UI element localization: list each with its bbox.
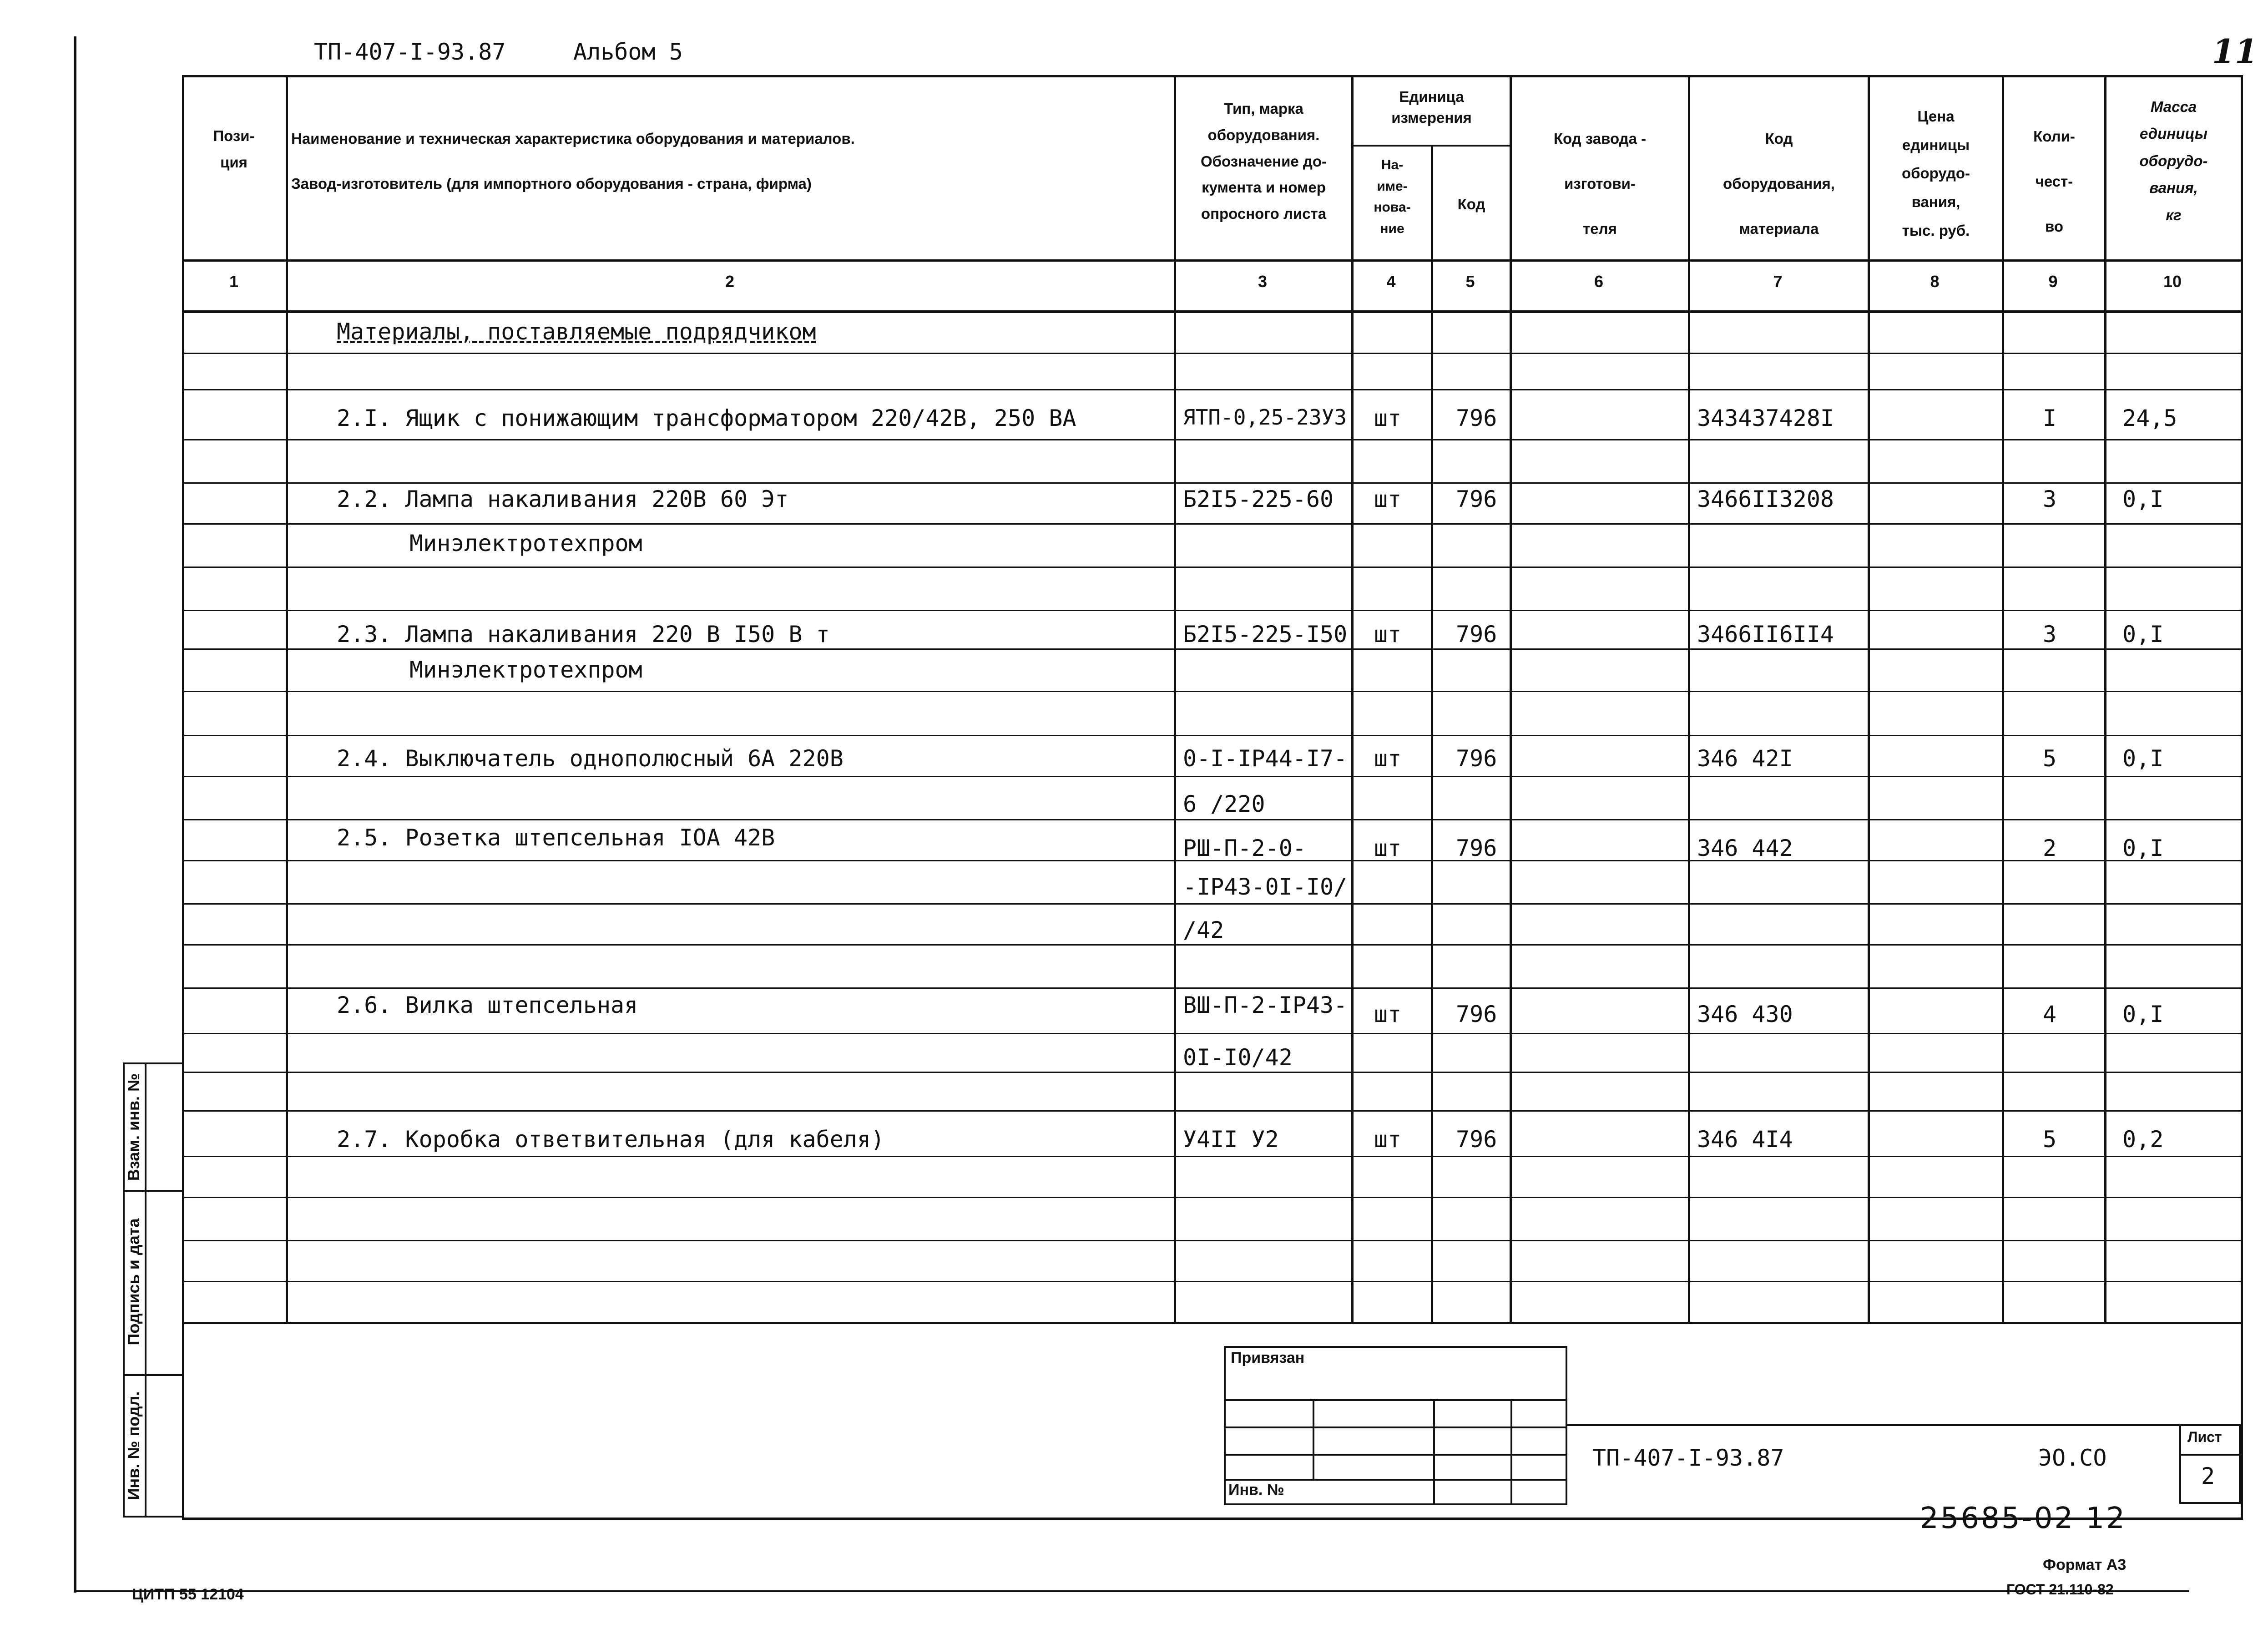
colnum-10: 10 bbox=[2163, 272, 2182, 291]
colnum-4: 4 bbox=[1386, 272, 1396, 291]
row-2-5-type3: /42 bbox=[1183, 917, 1224, 943]
handwritten-number: 25685-02 12 bbox=[1920, 1502, 2127, 1535]
row-line-12 bbox=[182, 819, 2243, 820]
row-2-4-type: 0-I-IP44-I7- bbox=[1183, 745, 1348, 772]
row-2-7-qty: 5 bbox=[2043, 1126, 2057, 1153]
row-line-18 bbox=[182, 1072, 2243, 1073]
unit-group-header: Единица измерения bbox=[1391, 88, 1472, 126]
row-2-2-qty: 3 bbox=[2043, 486, 2057, 512]
row-2-6-unit: шт bbox=[1374, 1001, 1402, 1027]
row-2-5-mass: 0,I bbox=[2122, 835, 2164, 861]
col-divider-1 bbox=[286, 75, 288, 1322]
row-2-2-unit: шт bbox=[1374, 486, 1402, 512]
row-2-7-unit-code: 796 bbox=[1456, 1126, 1497, 1153]
section-title: Материалы, поставляемые подрядчиком bbox=[337, 319, 816, 345]
row-line-11 bbox=[182, 776, 2243, 777]
body-bottom-line bbox=[182, 1322, 2243, 1324]
row-2-7-code: 346 4I4 bbox=[1697, 1126, 1793, 1153]
row-2-1-type: ЯТП-0,25-23УЗ bbox=[1183, 405, 1347, 430]
row-line-23 bbox=[182, 1281, 2243, 1282]
col9-header: Коли- чест- во bbox=[2033, 128, 2075, 235]
row-line-2 bbox=[182, 389, 2243, 390]
citp-label: ЦИТП 55 12104 bbox=[132, 1586, 244, 1603]
row-2-4-unit: шт bbox=[1374, 745, 1402, 772]
row-2-2-type: Б2I5-225-60 bbox=[1183, 486, 1334, 512]
side-stamp-inv-podl: Инв. № подл. bbox=[124, 1391, 143, 1500]
list-label: Лист bbox=[2187, 1429, 2222, 1445]
stamp-section: ЭО.СО bbox=[2038, 1445, 2107, 1471]
row-2-1-code: 343437428I bbox=[1697, 405, 1834, 431]
col-divider-6 bbox=[1688, 75, 1690, 1322]
row-2-3-name: 2.3. Лампа накаливания 220 В I50 В т bbox=[337, 621, 830, 648]
row-2-4-mass: 0,I bbox=[2122, 745, 2164, 772]
col1-header: Пози- ция bbox=[213, 127, 255, 171]
colnum-2: 2 bbox=[725, 272, 735, 291]
col-divider-2 bbox=[1174, 75, 1176, 1322]
album-label: Альбом 5 bbox=[573, 39, 683, 65]
row-2-3-type: Б2I5-225-I50 bbox=[1183, 621, 1348, 648]
colnum-6: 6 bbox=[1594, 272, 1604, 291]
col4-header: На- име- нова- ние bbox=[1374, 157, 1411, 236]
row-2-7-name: 2.7. Коробка ответвительная (для кабеля) bbox=[337, 1126, 885, 1153]
title-block-top-line bbox=[1567, 1424, 2179, 1426]
colnum-bottom-line bbox=[182, 310, 2243, 313]
format-label: Формат А3 bbox=[2043, 1556, 2127, 1573]
row-2-1-qty: I bbox=[2043, 405, 2057, 431]
row-2-5-type2: -IP43-0I-I0/ bbox=[1183, 874, 1348, 900]
list-number: 2 bbox=[2201, 1463, 2215, 1489]
col-divider-7 bbox=[1868, 75, 1870, 1322]
col-divider-4 bbox=[1431, 146, 1433, 1322]
row-2-3-qty: 3 bbox=[2043, 621, 2057, 648]
row-2-3-unit-code: 796 bbox=[1456, 621, 1497, 648]
stamp-doc-code: ТП-407-I-93.87 bbox=[1592, 1445, 1784, 1471]
row-2-1-unit: шт bbox=[1374, 405, 1402, 431]
unit-group-divider bbox=[1351, 145, 1510, 147]
row-2-4-code: 346 42I bbox=[1697, 745, 1793, 772]
row-2-2-name: 2.2. Лампа накаливания 220В 60 Эт bbox=[337, 486, 789, 512]
colnum-1: 1 bbox=[229, 272, 239, 291]
col10-header: Масса единицы оборудо- вания, кг bbox=[2139, 98, 2208, 223]
row-2-4-unit-code: 796 bbox=[1456, 745, 1497, 772]
row-2-1-name: 2.I. Ящик с понижающим трансформатором 220/42В, 250 ВА bbox=[337, 405, 1076, 431]
row-line-3 bbox=[182, 439, 2243, 440]
col-divider-8 bbox=[2002, 75, 2004, 1322]
doc-code-header: ТП-407-I-93.87 bbox=[314, 39, 506, 65]
col-divider-9 bbox=[2104, 75, 2106, 1322]
colnum-8: 8 bbox=[1930, 272, 1940, 291]
binding-margin-line bbox=[74, 36, 76, 1593]
bottom-binding-line bbox=[74, 1590, 2189, 1592]
row-2-4-qty: 5 bbox=[2043, 745, 2057, 772]
row-2-3-name2: Минэлектротехпром bbox=[409, 657, 642, 683]
row-2-6-qty: 4 bbox=[2043, 1001, 2057, 1027]
row-2-1-unit-code: 796 bbox=[1456, 405, 1497, 431]
row-2-4-type2: 6 /220 bbox=[1183, 791, 1265, 817]
row-2-1-mass: 24,5 bbox=[2122, 405, 2177, 431]
row-2-6-type2: 0I-I0/42 bbox=[1183, 1044, 1293, 1071]
row-2-6-code: 346 430 bbox=[1697, 1001, 1793, 1027]
row-2-6-type: ВШ-П-2-IP43- bbox=[1183, 992, 1348, 1018]
row-line-9 bbox=[182, 691, 2243, 692]
row-2-3-code: 3466II6II4 bbox=[1697, 621, 1834, 648]
col8-header: Цена единицы оборудо- вания, тыс. руб. bbox=[1901, 108, 1970, 239]
row-2-5-code: 346 442 bbox=[1697, 835, 1793, 861]
colnum-7: 7 bbox=[1773, 272, 1783, 291]
row-2-2-unit-code: 796 bbox=[1456, 486, 1497, 512]
row-2-6-unit-code: 796 bbox=[1456, 1001, 1497, 1027]
row-line-16 bbox=[182, 987, 2243, 989]
row-2-5-unit: шт bbox=[1374, 835, 1402, 861]
row-2-2-code: 3466II3208 bbox=[1697, 486, 1834, 512]
header-bottom-line bbox=[182, 259, 2243, 262]
colnum-3: 3 bbox=[1258, 272, 1268, 291]
side-stamp-vzam: Взам. инв. № bbox=[124, 1073, 143, 1181]
row-line-5 bbox=[182, 523, 2243, 525]
row-2-3-unit: шт bbox=[1374, 621, 1402, 648]
row-line-10 bbox=[182, 735, 2243, 736]
gost-label: ГОСТ 21.110-82 bbox=[2006, 1581, 2114, 1598]
col-divider-3 bbox=[1351, 75, 1354, 1322]
privyazan-vline-3 bbox=[1510, 1399, 1512, 1505]
row-2-5-qty: 2 bbox=[2043, 835, 2057, 861]
row-line-19 bbox=[182, 1110, 2243, 1112]
inv-no-label: Инв. № bbox=[1228, 1481, 1284, 1498]
row-line-17 bbox=[182, 1033, 2243, 1034]
row-2-6-name: 2.6. Вилка штепсельная bbox=[337, 992, 638, 1018]
row-2-2-name2: Минэлектротехпром bbox=[409, 530, 642, 556]
row-line-14 bbox=[182, 903, 2243, 905]
col3-header: Тип, марка оборудования. Обозначение до- кумента и номер опросного листа bbox=[1201, 100, 1327, 222]
row-2-4-name: 2.4. Выключатель однополюсный 6А 220В bbox=[337, 745, 844, 772]
row-2-5-type: РШ-П-2-0- bbox=[1183, 835, 1306, 861]
sheet-mark: 11 bbox=[2212, 32, 2258, 71]
privyazan-line-1 bbox=[1224, 1399, 1567, 1401]
col2-header: Наименование и техническая характеристика оборудования и материалов. Завод-изготовитель (для импортного оборудования - страна, фирма) bbox=[291, 130, 855, 192]
row-2-7-mass: 0,2 bbox=[2122, 1126, 2164, 1153]
row-2-6-mass: 0,I bbox=[2122, 1001, 2164, 1027]
privyazan-line-2 bbox=[1224, 1427, 1567, 1428]
row-line-15 bbox=[182, 944, 2243, 946]
row-2-7-type: У4II У2 bbox=[1183, 1126, 1279, 1153]
row-line-20 bbox=[182, 1156, 2243, 1157]
colnum-5: 5 bbox=[1465, 272, 1475, 291]
row-line-22 bbox=[182, 1240, 2243, 1241]
col-divider-5 bbox=[1510, 75, 1512, 1322]
col6-header: Код завода - изготови- теля bbox=[1553, 130, 1647, 237]
privyazan-line-3 bbox=[1224, 1454, 1567, 1456]
row-2-3-mass: 0,I bbox=[2122, 621, 2164, 648]
row-2-2-mass: 0,I bbox=[2122, 486, 2164, 512]
side-stamp-divider bbox=[145, 1062, 146, 1518]
row-2-7-unit: шт bbox=[1374, 1126, 1402, 1153]
privyazan-line-4 bbox=[1224, 1479, 1567, 1481]
row-line-8 bbox=[182, 648, 2243, 650]
row-line-6 bbox=[182, 567, 2243, 568]
list-box-divider bbox=[2179, 1454, 2241, 1456]
row-line-4 bbox=[182, 482, 2243, 484]
row-line-1 bbox=[182, 353, 2243, 354]
row-line-7 bbox=[182, 610, 2243, 611]
row-2-5-unit-code: 796 bbox=[1456, 835, 1497, 861]
privyazan-vline-1 bbox=[1313, 1399, 1314, 1479]
privyazan-label: Привязан bbox=[1231, 1349, 1305, 1366]
row-line-21 bbox=[182, 1197, 2243, 1198]
col7-header: Код оборудования, материала bbox=[1723, 130, 1835, 237]
row-2-5-name: 2.5. Розетка штепсельная IOA 42В bbox=[337, 825, 775, 851]
right-frame-line bbox=[2241, 75, 2243, 1520]
side-stamp-podpis: Подпись и дата bbox=[124, 1218, 143, 1346]
privyazan-vline-2 bbox=[1433, 1399, 1435, 1505]
col5-header: Код bbox=[1457, 196, 1485, 212]
colnum-9: 9 bbox=[2048, 272, 2058, 291]
